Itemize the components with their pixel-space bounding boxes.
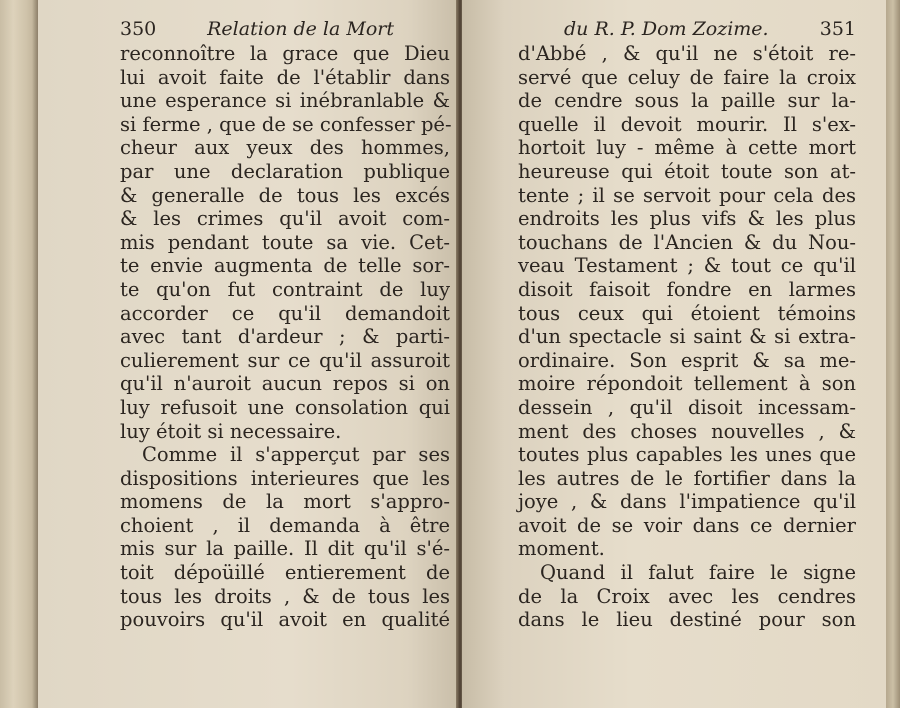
text-line: luy refusoit une consolation qui [120, 395, 450, 419]
text-line: Quand il falut faire le signe [540, 561, 856, 585]
text-line: Comme il s'apperçut par ses [142, 443, 450, 467]
text-line: moire répondoit tellement à son [518, 372, 856, 396]
text-line: ordinaire. Son esprit & sa me- [518, 348, 856, 372]
text-line: heureuse qui étoit toute son at- [518, 159, 856, 183]
text-line: d'Abbé , & qu'il ne s'étoit re- [518, 42, 856, 65]
text-line: pouvoirs qu'il avoit en qualité [120, 608, 450, 632]
text-line: dans le lieu destiné pour son [518, 608, 856, 632]
text-line: avec tant d'ardeur ; & parti- [120, 325, 450, 349]
text-line: mis pendant toute sa vie. Cet- [120, 230, 450, 254]
left-page-edges [0, 0, 38, 708]
left-header [120, 18, 450, 42]
text-line: avoit de se voir dans ce dernier [518, 513, 856, 537]
right-text-block [518, 18, 856, 632]
text-line: hortoit luy - même à cette mort [518, 136, 856, 160]
text-line: les autres de le fortifier dans la [518, 466, 856, 490]
right-page-number: 351 [819, 18, 856, 40]
text-line: moment. [518, 537, 605, 561]
left-page-number: 350 [120, 18, 157, 40]
text-line: si ferme , que de se confesser pé- [120, 112, 452, 136]
text-line: accorder ce qu'il demandoit [120, 301, 450, 325]
text-line: luy étoit si necessaire. [120, 419, 342, 443]
text-line: veau Testament ; & tout ce qu'il [518, 254, 856, 278]
text-line: ment des choses nouvelles , & [518, 419, 856, 443]
text-line: & les crimes qu'il avoit com- [120, 207, 450, 231]
text-line: dispositions interieures que les [120, 466, 450, 490]
right-page-edges [886, 0, 900, 708]
right-running-head: du R. P. Dom Zozime. [564, 18, 769, 40]
text-line: tous ceux qui étoient témoins [518, 301, 856, 325]
left-running-head: Relation de la Mort [207, 18, 394, 40]
text-line: une esperance si inébranlable & [120, 89, 450, 113]
text-line: joye , & dans l'impatience qu'il [518, 490, 856, 514]
text-line: tente ; il se servoit pour cela des [518, 183, 856, 207]
text-line: toit dépoüillé entierement de [120, 561, 450, 585]
text-line: endroits les plus vifs & les plus [518, 207, 856, 231]
left-page [38, 0, 458, 708]
text-line: servé que celuy de faire la croix [518, 65, 856, 89]
right-header [518, 18, 856, 42]
text-line: lui avoit faite de l'établir dans [120, 65, 450, 89]
text-line: cheur aux yeux des hommes, [120, 136, 450, 160]
text-line: qu'il n'auroit aucun repos si on [120, 372, 450, 396]
text-line: momens de la mort s'appro- [120, 490, 450, 514]
text-line: par une declaration publique [120, 159, 450, 183]
text-line: de cendre sous la paille sur la- [518, 89, 856, 113]
left-text-block [120, 18, 450, 632]
text-line: tous les droits , & de tous les [120, 584, 450, 608]
text-line: te envie augmenta de telle sor- [120, 254, 450, 278]
text-line: reconnoître la grace que Dieu [120, 42, 450, 65]
text-line: mis sur la paille. Il dit qu'il s'é- [120, 537, 450, 561]
text-line: dessein , qu'il disoit incessam- [518, 395, 856, 419]
text-line: culierement sur ce qu'il assuroit [120, 348, 450, 372]
right-page [462, 0, 886, 708]
text-line: touchans de l'Ancien & du Nou- [518, 230, 856, 254]
text-line: choient , il demanda à être [120, 513, 450, 537]
text-line: d'un spectacle si saint & si extra- [518, 325, 856, 349]
text-line: toutes plus capables les unes que [518, 443, 856, 467]
text-line: de la Croix avec les cendres [518, 584, 856, 608]
text-line: disoit faisoit fondre en larmes [518, 277, 856, 301]
text-line: & generalle de tous les excés [120, 183, 450, 207]
text-line: te qu'on fut contraint de luy [120, 277, 450, 301]
text-line: quelle il devoit mourir. Il s'ex- [518, 112, 856, 136]
